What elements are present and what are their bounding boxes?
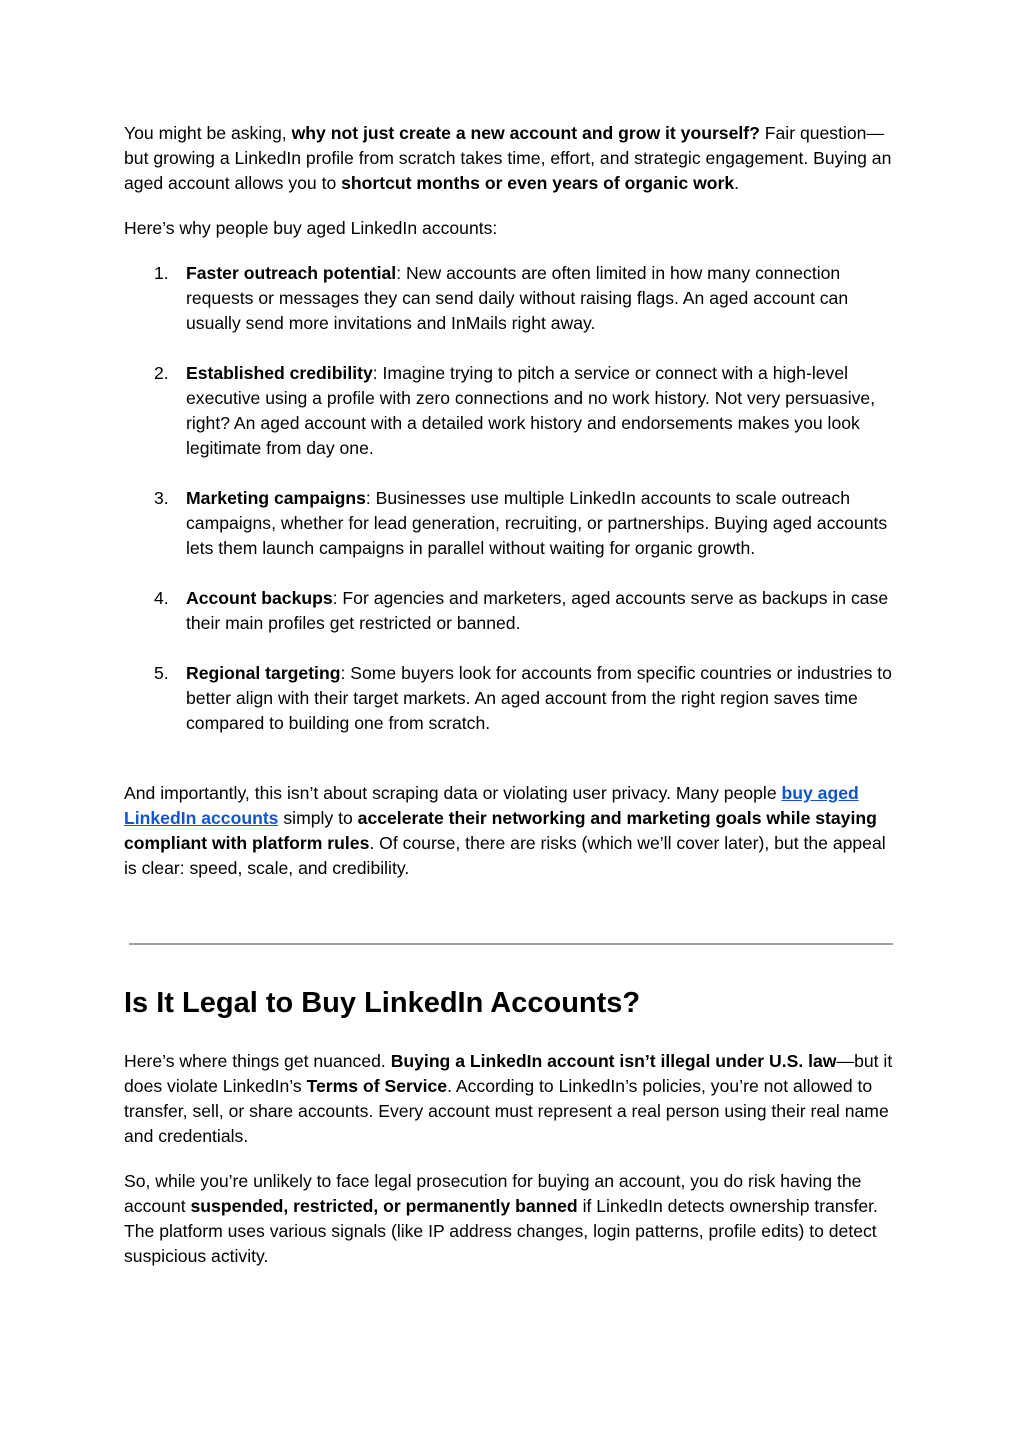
intro-bold-question: why not just create a new account and grow it yourself? (291, 123, 760, 143)
section-heading: Is It Legal to Buy LinkedIn Accounts? (124, 987, 641, 1019)
importantly-text-3: . Of course, there are risks (which we’ll cover later), but the appeal is clear: speed, scale, and credibility. (124, 833, 886, 878)
list-item-text: : Imagine trying to pitch a service or connect with a high-level executive using a profile with zero connections and no work history. Not very persuasive, right? An aged account with a detailed work history and endorsements makes you look legitimate from day one. (186, 363, 876, 458)
list-item-text: : Businesses use multiple LinkedIn accounts to scale outreach campaigns, whether for lead generation, recruiting, or partnerships. Buying aged accounts lets them launch campaigns in parallel without waiting for organic growth. (186, 488, 888, 558)
list-item-text: : New accounts are often limited in how many connection requests or messages they can send daily without raising flags. An aged account can usually send more invitations and InMails right away. (186, 263, 849, 333)
importantly-text-2: simply to (278, 808, 358, 828)
importantly-paragraph (124, 781, 902, 881)
list-item-title: Marketing campaigns (186, 488, 366, 508)
legal-p2-bold: suspended, restricted, or permanently banned (190, 1196, 578, 1216)
list-number: 4. (154, 588, 169, 608)
legal-paragraph-1 (124, 1049, 902, 1149)
list-number: 1. (154, 263, 169, 283)
intro-paragraph (124, 121, 902, 196)
buy-aged-accounts-link[interactable]: buy aged LinkedIn accounts (124, 783, 859, 828)
list-number: 3. (154, 488, 169, 508)
intro-text-1: You might be asking, (124, 123, 292, 143)
list-item-title: Established credibility (186, 363, 373, 383)
list-item (124, 261, 902, 336)
why-lead-paragraph: Here’s why people buy aged LinkedIn accounts: (124, 218, 498, 238)
list-item-text: : Some buyers look for accounts from specific countries or industries to better align with their target markets. An aged account from the right region saves time compared to building one from scratch. (186, 663, 892, 733)
intro-bold-shortcut: shortcut months or even years of organic work (341, 173, 735, 193)
list-number: 2. (154, 363, 169, 383)
document-body (124, 121, 902, 881)
list-item (124, 586, 902, 636)
list-item (124, 361, 902, 461)
importantly-text-1: And importantly, this isn’t about scraping data or violating user privacy. Many people (124, 783, 782, 803)
legal-p1-text-1: Here’s where things get nuanced. (124, 1051, 391, 1071)
legal-section (124, 984, 902, 1269)
list-item-title: Account backups (186, 588, 333, 608)
legal-p1-text-2: —but it does violate LinkedIn’s (124, 1051, 893, 1096)
reasons-list (124, 261, 902, 736)
intro-text-3: . (734, 173, 740, 193)
legal-p1-bold-tos: Terms of Service (306, 1076, 448, 1096)
legal-p2-text-1: So, while you’re unlikely to face legal prosecution for buying an account, you do risk having the account (124, 1171, 862, 1216)
list-item-title: Faster outreach potential (186, 263, 397, 283)
list-item-title: Regional targeting (186, 663, 341, 683)
list-item (124, 661, 902, 736)
legal-p2-text-2: if LinkedIn detects ownership transfer. The platform uses various signals (like IP address changes, login patterns, profile edits) to detect suspicious activity. (124, 1196, 878, 1266)
section-divider (129, 943, 893, 945)
importantly-bold: accelerate their networking and marketing goals while staying compliant with platform rules (124, 808, 877, 853)
legal-p1-bold-1: Buying a LinkedIn account isn’t illegal under U.S. law (390, 1051, 837, 1071)
legal-paragraph-2 (124, 1169, 902, 1269)
legal-p1-text-3: . According to LinkedIn’s policies, you’re not allowed to transfer, sell, or share accounts. Every account must represent a real person using their real name and credentials. (124, 1076, 889, 1146)
intro-text-2: Fair question—but growing a LinkedIn profile from scratch takes time, effort, and strategic engagement. Buying an aged account allows you to (124, 123, 892, 193)
list-item (124, 486, 902, 561)
list-item-text: : For agencies and marketers, aged accounts serve as backups in case their main profiles get restricted or banned. (186, 588, 889, 633)
list-number: 5. (154, 663, 169, 683)
